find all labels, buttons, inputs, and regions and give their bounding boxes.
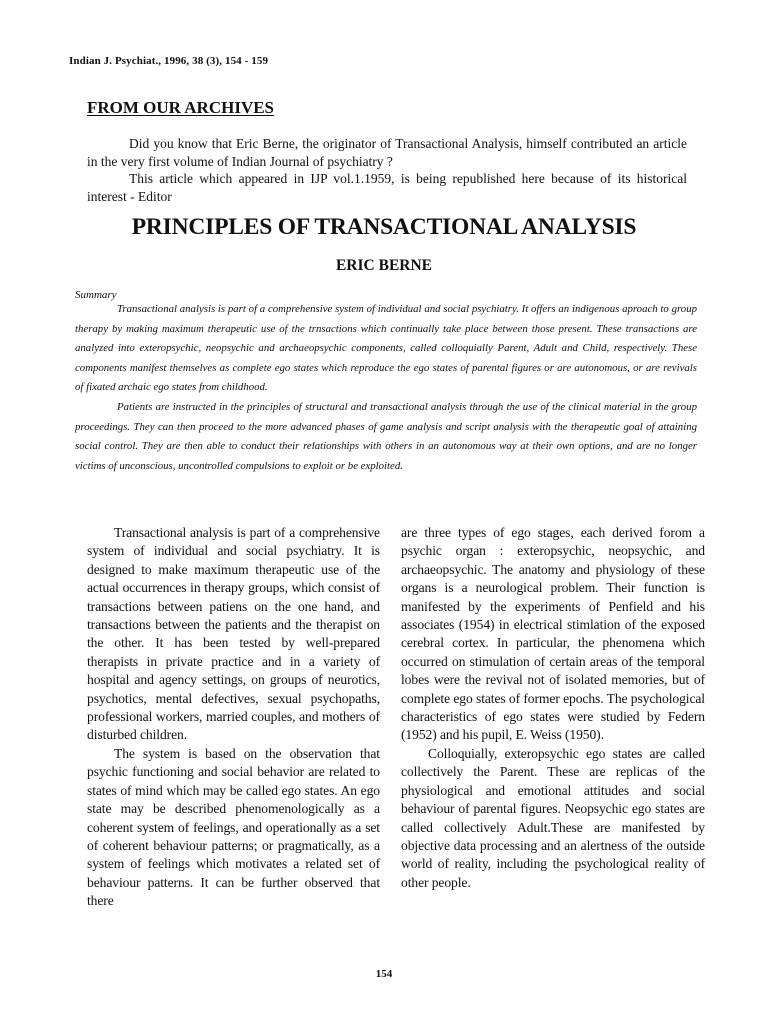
body-paragraph: Colloquially, exteropsychic ego states are called collectively the Parent. These are replicas of the physiological and emotional attitudes and social behaviour of parental figures. Neopsychic ego states are called collectively Adult.These are manifested by objective data processing and an alertness of the outside world of reality, including the psychological reality of other people. [401,745,705,890]
page-number: 154 [375,968,393,980]
body-paragraph: The system is based on the observation that psychic functioning and social behavior are related to states of mind which may be called ego states. An ego state may be described phenomenologically as a coherent system of feelings, and operationally as a set of coherent behaviour patterns; or pragmatically, as a system of feelings which motivates a related set of behaviour patterns. It can be further observed that there [87,745,380,909]
editor-note-paragraph: Did you know that Eric Berne, the originator of Transactional Analysis, himself contributed an article in the very first volume of Indian Journal of psychiatry ? [87,136,687,169]
body-paragraph: Transactional analysis is part of a comprehensive system of individual and social psychiatry. It is designed to make maximum therapeutic use of the actual occurrences in therapy groups, which consist of transactions between patiens on the one hand, and transactions between the patients and the therapist on the other. It has been tested by well-prepared therapists in private practice and in a variety of hospital and agency settings, on groups of neurotics, psychotics, mental defectives, sexual psychopaths, professional workers, married couples, and mothers of disturbed children. [87,525,380,743]
summary-paragraph: Transactional analysis is part of a comprehensive system of individual and social psychiatry. It offers an indigenous aproach to group therapy by making maximum therapeutic use of the trnsactions which continually take place between those present. These transactions are analyzed into exteropsychic, neopsychic and archaeopsychic components, called colloquially Parent, Adult and Child, respectively. These components manifest themselves as complete ego states which reproduce the ego states of parental figures or are autonomous, or are revivals of fixated archaic ego states from childhood. [75,303,697,394]
body-paragraph: are three types of ego stages, each derived forom a psychic organ : exteropsychic, neopsychic, and archaeopsychic. The anatomy and physiology of these organs is a neurological problem. Their function is manifested by the experiments of Penfield and his associates (1954) in electrical stimlation of the exposed cerebral cortex. In particular, the phenomena which occurred on stimulation of certain areas of the temporal lobes were the revival not of isolated memories, but of complete ego states of former epochs. The psychological characteristics of ego states were studied by Federn (1952) and his pupil, E. Weiss (1950). [401,525,705,743]
editor-note-paragraph: This article which appeared in IJP vol.1.1959, is being republished here because of its historical interest - Editor [87,171,687,204]
summary-heading: Summary [75,289,117,301]
article-author: ERIC BERNE [335,257,433,274]
summary-paragraph: Patients are instructed in the principles of structural and transactional analysis through the use of the clinical material in the group proceedings. They can then proceed to the more advanced phases of game analysis and script analysis with the therapeutic goal of attaining social control. They are then able to conduct their relationships with others in an autonomous way at their own options, and are no longer victims of unconscious, uncontrolled compulsions to exploit or be exploited. [75,400,697,472]
journal-citation: Indian J. Psychiat., 1996, 38 (3), 154 - 159 [69,55,269,67]
summary-block [75,300,697,476]
archives-heading: FROM OUR ARCHIVES [87,98,275,117]
body-column-left [87,524,380,911]
body-column-right [401,524,705,892]
article-title: PRINCIPLES OF TRANSACTIONAL ANALYSIS [131,214,637,240]
editor-note [87,135,687,205]
